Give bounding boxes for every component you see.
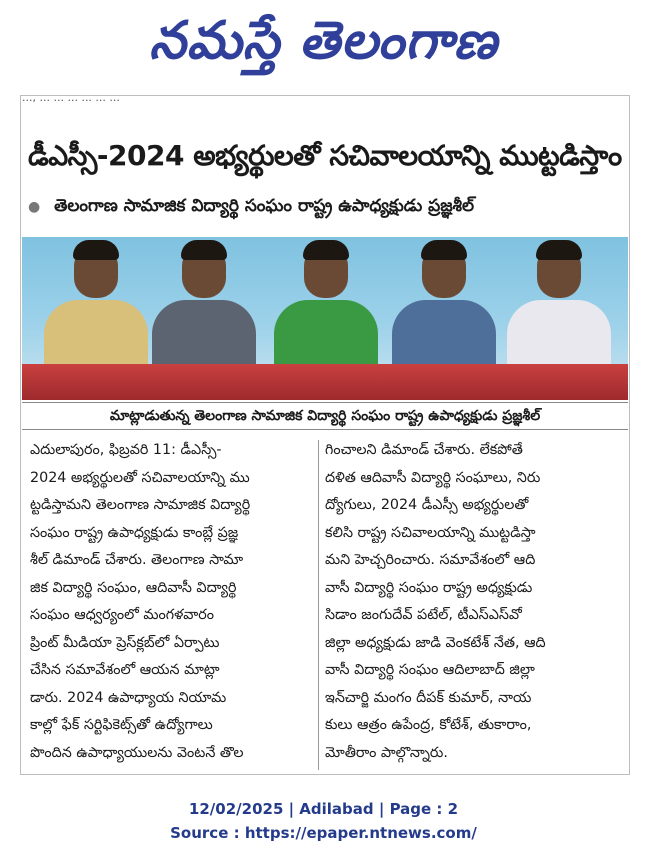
article-line: మోతీరాం పాల్గొన్నారు. — [325, 744, 448, 761]
article-line: 2024 అభ్యర్థులతో సచివాలయాన్ని ము — [30, 469, 250, 486]
article-column-left — [30, 437, 312, 772]
bullet-icon: ● — [28, 199, 41, 215]
article-line: వాసీ విద్యార్థి సంఘం ఆదిలాబాద్ జిల్లా — [325, 662, 535, 678]
article-line: గించాలని డిమాండ్ చేశారు. లేకపోతే — [325, 442, 523, 458]
article-line: సంఘం ఆధ్వర్యంలో మంగళవారం — [30, 607, 215, 623]
article-line: డారు. 2024 ఉపాధ్యాయ నియామ — [30, 689, 227, 706]
article-line: ఎదులాపురం, ఫిబ్రవరి 11: డీఎస్సీ- — [30, 442, 222, 458]
article-line: జిల్లా అధ్యక్షుడు జాడి వెంకటేశ్ నేత, ఆది — [325, 634, 546, 651]
photo-person — [152, 244, 256, 370]
photo-caption: మాట్లాడుతున్న తెలంగాణ సామాజిక విద్యార్థి సంఘం రాష్ట్ర ఉపాధ్యక్షుడు ప్రజ్ఞశీల్ — [22, 402, 628, 430]
article-line: వాసీ విద్యార్థి సంఘం రాష్ట్ర అధ్యక్షుడు — [325, 579, 533, 596]
article-line: జిక విద్యార్థి సంఘం, ఆదివాసీ విద్యార్థి — [30, 579, 237, 596]
article-line: కలిసి రాష్ట్ర సచివాలయాన్ని ముట్టడిస్తా — [325, 524, 536, 541]
photo-person-speaker — [274, 244, 378, 370]
newspaper-masthead: నమస్తే తెలంగాణ — [149, 11, 498, 71]
article-line: పొందిన ఉపాధ్యాయులను వెంటనే తొల — [30, 744, 244, 761]
photo-table — [22, 364, 628, 400]
article-line: కులు ఆత్రం ఉపేంద్ర, కోటేశ్, తుకారాం, — [325, 717, 532, 733]
article-line: ద్యోగులు, 2024 డీఎస్సీ అభ్యర్థులతో — [325, 497, 529, 513]
article-headline: డీఎస్సీ-2024 అభ్యర్థులతో సచివాలయాన్ని ముట్టడిస్తాం — [28, 139, 622, 172]
photo-person — [44, 244, 148, 370]
article-line: మని హెచ్చరించారు. సమావేశంలో ఆది — [325, 552, 536, 568]
photo-person — [507, 244, 611, 370]
article-line: ప్రింట్ మీడియా ప్రెస్‌క్లబ్‌లో ఏర్పాటు — [30, 634, 220, 651]
footer-date-page: 12/02/2025 | Adilabad | Page : 2 — [188, 800, 459, 818]
article-line: సంఘం రాష్ట్ర ఉపాధ్యక్షుడు కాంబ్లే ప్రజ్ఞ — [30, 524, 239, 541]
subheadline-text: తెలంగాణ సామాజిక విద్యార్థి సంఘం రాష్ట్ర ఉపాధ్యక్షుడు ప్రజ్ఞశీల్ — [54, 196, 475, 216]
article-line: ఇన్‌చార్జి మంగం దీపక్ కుమార్, నాయ — [325, 689, 532, 706]
article-line: సిడాం జంగుదేవ్ పటేల్, టీఎస్‌ఎస్‌వో — [325, 607, 522, 623]
footer-source-link[interactable]: Source : https://epaper.ntnews.com/ — [170, 824, 477, 842]
article-line: దళిత ఆదివాసీ విద్యార్థి సంఘాలు, నిరు — [325, 469, 541, 486]
article-column-right — [325, 437, 607, 772]
article-line: ట్టడిస్తామని తెలంగాణ సామాజిక విద్యార్థి — [30, 497, 251, 513]
article-line: చేసిన సమావేశంలో ఆయన మాట్లా — [30, 662, 220, 678]
photo-person — [392, 244, 496, 370]
article-subheadline — [28, 190, 618, 222]
column-divider — [318, 440, 319, 770]
cut-off-text-line: ..., ... ... ... ... ... ... — [22, 92, 120, 104]
article-line: శీల్ డిమాండ్ చేశారు. తెలంగాణ సామా — [30, 552, 244, 568]
article-line: కాల్లో ఫేక్ సర్టిఫికెట్స్‌తో ఉద్యోగాలు — [30, 717, 213, 733]
press-meet-photo — [22, 237, 628, 400]
